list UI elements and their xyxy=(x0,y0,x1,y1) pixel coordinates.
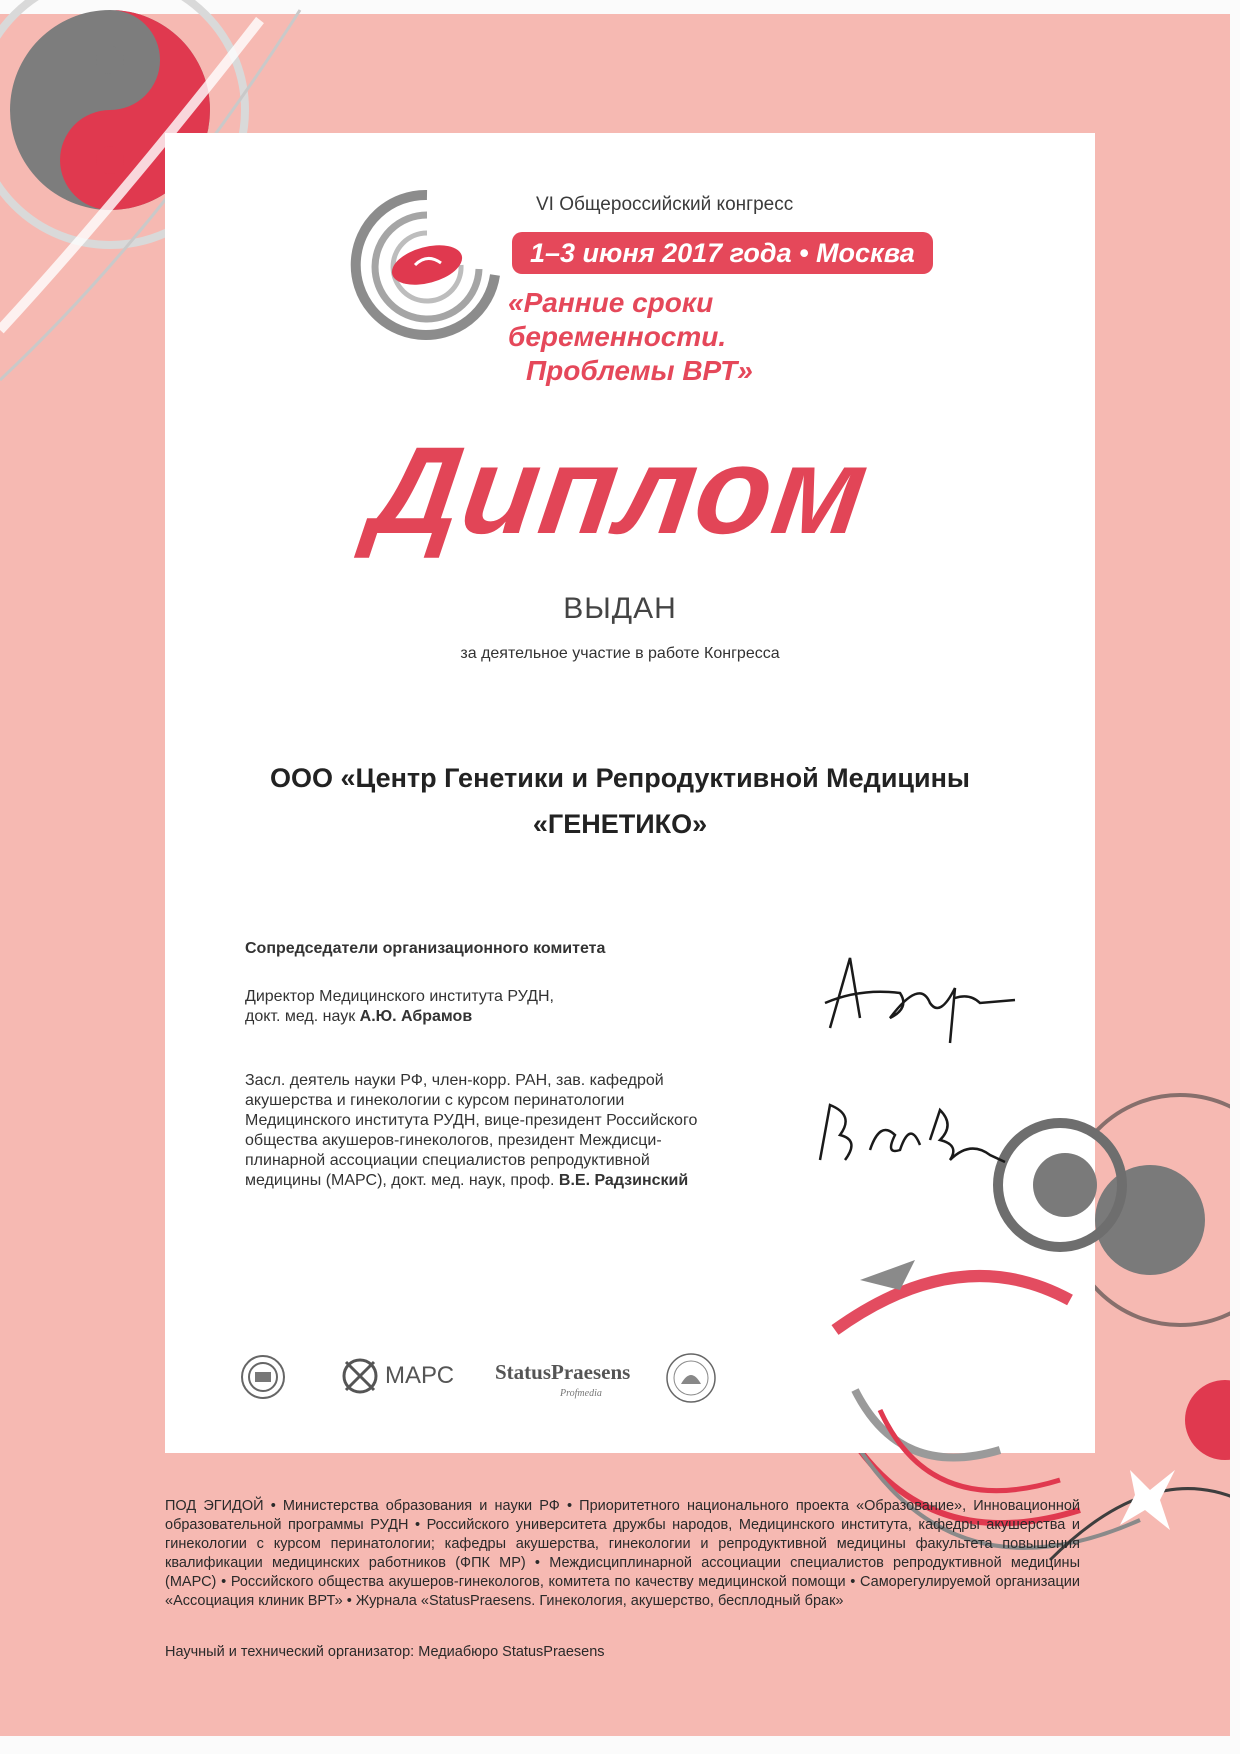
scan-margin-right xyxy=(1230,0,1240,1754)
cochair-abramov-title-line1: Директор Медицинского института РУДН, xyxy=(245,988,554,1005)
recipient-line2: «ГЕНЕТИКО» xyxy=(532,809,708,839)
congress-dates-badge: 1–3 июня 2017 года • Москва xyxy=(512,232,933,274)
cochair-radzinsky-title-line: Засл. деятель науки РФ, член-корр. РАН, зав. кафедрой xyxy=(245,1072,664,1089)
mars-logo-text: МАРС xyxy=(385,1362,455,1389)
committee-heading: Сопредседатели организационного комитета xyxy=(245,940,606,957)
sponsor-logos xyxy=(240,1348,740,1408)
cochair-abramov-name: А.Ю. Абрамов xyxy=(359,1008,473,1025)
cochair-radzinsky-title-last xyxy=(245,1171,745,1191)
congress-theme xyxy=(508,286,928,388)
cochair-radzinsky xyxy=(245,1071,745,1191)
cochair-radzinsky-title-line: общества акушеров-гинекологов, президент Междисци- xyxy=(245,1132,662,1149)
cochair-abramov-title-line2 xyxy=(245,1007,685,1027)
cochair-radzinsky-title-line: Медицинского института РУДН, вице-президент Российского xyxy=(245,1112,698,1129)
scan-margin-bottom xyxy=(0,1736,1240,1754)
cochair-abramov xyxy=(245,987,685,1027)
cochair-radzinsky-title-line: плинарной ассоциации специалистов репродуктивной xyxy=(245,1152,650,1169)
cochair-abramov-degree: докт. мед. наук xyxy=(245,1008,360,1025)
congress-theme-line2: Проблемы ВРТ» xyxy=(526,355,753,386)
status-praesens-sub: Profmedia xyxy=(560,1388,602,1399)
congress-logo xyxy=(345,185,510,340)
congress-series: VI Общероссийский конгресс xyxy=(536,194,794,215)
signature-radzinsky xyxy=(800,1100,1010,1180)
recipient-line1: ООО «Центр Генетики и Репродуктивной Медицины xyxy=(270,763,970,793)
cochair-radzinsky-degree: медицины (МАРС), докт. мед. наук, проф. xyxy=(245,1172,559,1189)
rudn-emblem-icon xyxy=(240,1354,286,1400)
cochair-radzinsky-name: В.Е. Радзинский xyxy=(558,1172,689,1189)
rog-emblem-icon xyxy=(665,1352,717,1404)
recipient-name xyxy=(220,755,1020,847)
issued-reason: за деятельное участие в работе Конгресса xyxy=(460,645,780,662)
cochair-radzinsky-title-line: акушерства и гинекологии с курсом перинатологии xyxy=(245,1092,625,1109)
organizer-text: Научный и технический организатор: Медиабюро StatusPraesens xyxy=(165,1644,605,1660)
mars-logo-icon xyxy=(340,1356,380,1396)
diploma-title: Диплом xyxy=(362,422,878,560)
status-praesens-logo: StatusPraesens xyxy=(495,1360,631,1384)
issued-label: ВЫДАН xyxy=(563,592,677,625)
congress-theme-line1: «Ранние сроки беременности. xyxy=(508,287,727,352)
signature-abramov xyxy=(790,948,1020,1048)
aegis-text: ПОД ЭГИДОЙ • Министерства образования и науки РФ • Приоритетного национального проекта «Образование», Инновационной образовательной программы РУДН • Российского университета дружбы народов, Медицинского института, кафедры акушерства и гинекологии с курсом перинатологии; кафедры акушерства, гинекологии и репродуктивной медицины факультета повышения квалификации медицинских работников (ФПК МР) • Междисциплинарной ассоциации специалистов репродуктивной медицины (МАРС) • Российского общества акушеров-гинекологов, комитета по качеству медицинской помощи • Саморегулируемой организации «Ассоциация клиник ВРТ» • Журнала «StatusPraesens. Гинекология, акушерство, бесплодный брак» xyxy=(165,1498,1080,1609)
